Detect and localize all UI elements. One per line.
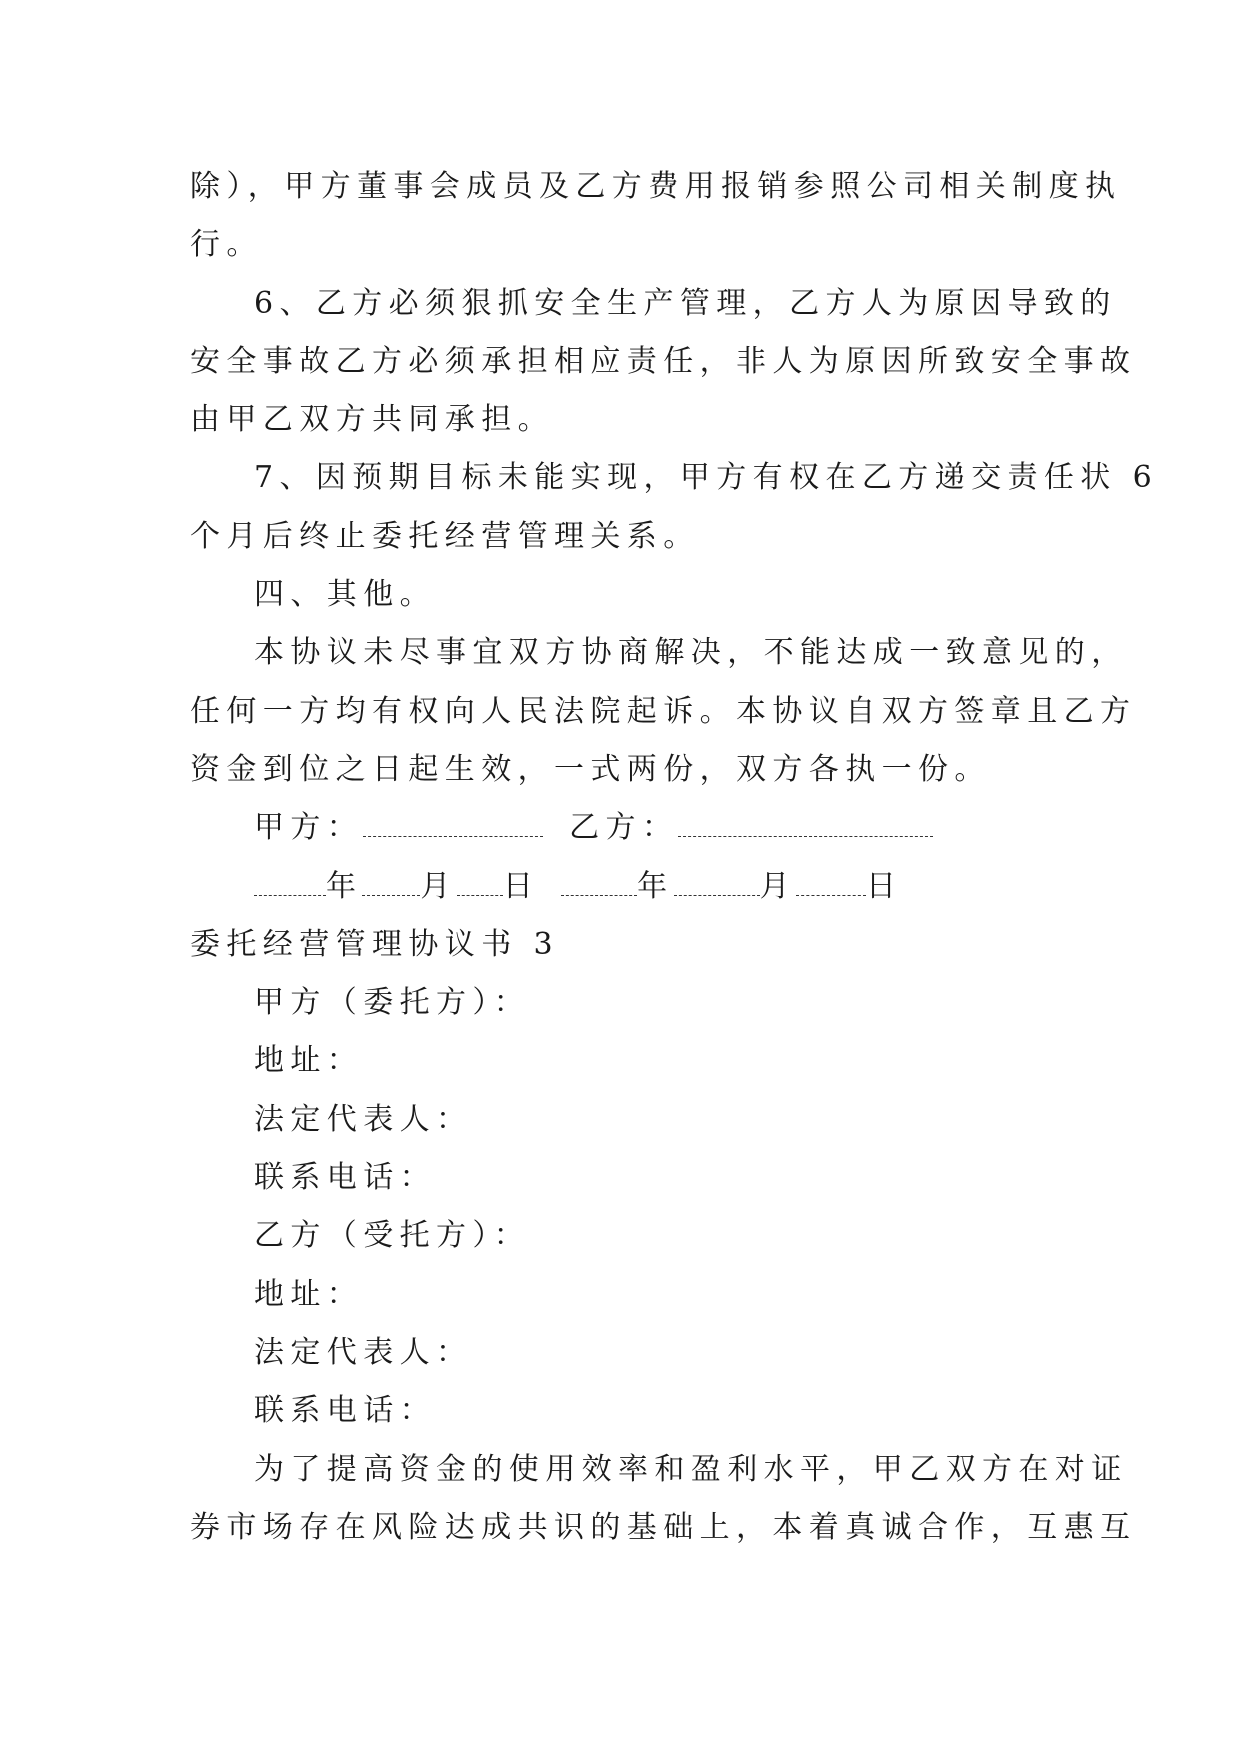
- year-label: 年: [637, 868, 674, 904]
- paragraph-line: 由甲乙双方共同承担。: [190, 402, 554, 438]
- document-body: [190, 158, 1159, 1557]
- party-a-heading: 甲方（委托方）：: [254, 985, 531, 1021]
- party-b-signature-label: 乙方：: [569, 810, 679, 846]
- party-a-representative: 法定代表人：: [254, 1101, 473, 1137]
- party-b-phone: 联系电话：: [254, 1393, 436, 1429]
- party-a-signature-line: [363, 812, 543, 837]
- year-label: 年: [326, 868, 363, 904]
- paragraph-line: 任何一方均有权向人民法院起诉。本协议自双方签章且乙方: [190, 693, 1137, 729]
- paragraph-line: 安全事故乙方必须承担相应责任，非人为原因所致安全事故: [190, 343, 1137, 379]
- day-blank: [796, 871, 866, 896]
- month-blank: [362, 871, 420, 896]
- clause-6: 6、乙方必须狠抓安全生产管理，乙方人为原因导致的: [254, 285, 1117, 321]
- paragraph-line: 资金到位之日起生效，一式两份，双方各执一份。: [190, 751, 991, 787]
- party-b-representative: 法定代表人：: [254, 1334, 473, 1370]
- document-title: 委托经营管理协议书 3: [190, 926, 560, 962]
- month-label: 月: [420, 868, 457, 904]
- paragraph-line: 除），甲方董事会成员及乙方费用报销参照公司相关制度执: [190, 169, 1122, 204]
- paragraph-line: 行。: [190, 227, 263, 263]
- paragraph-line: 个月后终止委托经营管理关系。: [190, 518, 700, 554]
- party-b-address: 地址：: [254, 1276, 364, 1312]
- month-blank: [674, 871, 760, 896]
- party-b-signature-line: [678, 812, 933, 837]
- signature-row: [190, 799, 1050, 857]
- paragraph-line: 本协议未尽事宜双方协商解决，不能达成一致意见的，: [254, 635, 1128, 671]
- day-label: 日: [865, 868, 903, 904]
- paragraph-line: 券市场存在风险达成共识的基础上，本着真诚合作，互惠互: [190, 1509, 1137, 1545]
- party-a-signature-label: 甲方：: [254, 810, 364, 846]
- day-label: 日: [502, 868, 540, 904]
- section-heading-other: 四、其他。: [254, 577, 436, 613]
- year-blank: [254, 871, 326, 896]
- paragraph-line: 为了提高资金的使用效率和盈利水平，甲乙双方在对证: [254, 1451, 1128, 1487]
- clause-7: 7、因预期目标未能实现，甲方有权在乙方递交责任状 6: [254, 460, 1159, 496]
- month-label: 月: [759, 868, 796, 904]
- party-b-heading: 乙方（受托方）：: [254, 1218, 531, 1254]
- year-blank: [561, 871, 637, 896]
- date-row: [190, 858, 1050, 916]
- party-a-phone: 联系电话：: [254, 1160, 436, 1196]
- party-a-address: 地址：: [254, 1043, 364, 1079]
- day-blank: [457, 871, 503, 896]
